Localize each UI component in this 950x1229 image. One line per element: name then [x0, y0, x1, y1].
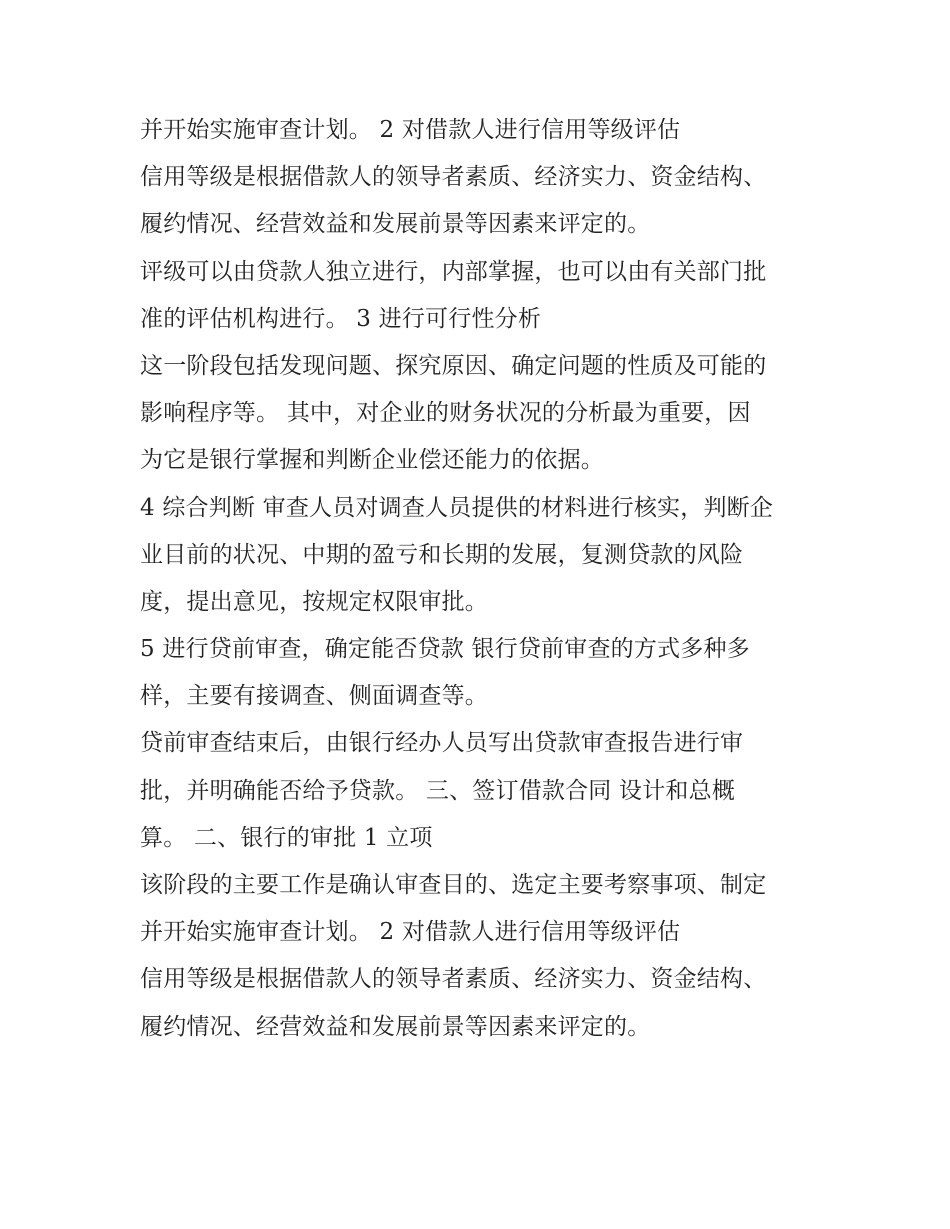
text-line: 为它是银行掌握和判断企业偿还能力的依据。 [140, 447, 604, 474]
text-line: 批，并明确能否给予贷款。 三、签订借款合同 设计和总概 [140, 777, 736, 804]
text-line: 履约情况、经营效益和发展前景等因素来评定的。 [140, 211, 651, 238]
text-line: 该阶段的主要工作是确认审查目的、选定主要考察事项、制定 [140, 872, 767, 898]
text-line: 5 进行贷前审查，确定能否贷款 银行贷前审查的方式多种多 [140, 636, 750, 663]
text-line: 准的评估机构进行。 3 进行可行性分析 [140, 305, 542, 332]
text-line: 4 综合判断 审查人员对调查人员提供的材料进行核实，判断企 [140, 494, 774, 521]
text-line: 信用等级是根据借款人的领导者素质、经济实力、资金结构、 [140, 966, 767, 993]
document-body [140, 107, 820, 1051]
text-line: 贷前审查结束后，由银行经办人员写出贷款审查报告进行审 [140, 730, 744, 757]
text-line: 算。 二、银行的审批 1 立项 [140, 824, 433, 851]
text-line: 并开始实施审查计划。 2 对借款人进行信用等级评估 [140, 919, 681, 946]
text-line: 影响程序等。 其中，对企业的财务状况的分析最为重要，因 [140, 400, 751, 427]
text-line: 并开始实施审查计划。 2 对借款人进行信用等级评估 [140, 117, 681, 143]
text-line: 信用等级是根据借款人的领导者素质、经济实力、资金结构、 [140, 164, 767, 191]
text-line: 评级可以由贷款人独立进行，内部掌握，也可以由有关部门批 [140, 258, 767, 285]
text-line: 业目前的状况、中期的盈亏和长期的发展，复测贷款的风险 [140, 541, 744, 568]
text-line: 履约情况、经营效益和发展前景等因素来评定的。 [140, 1013, 651, 1040]
text-line: 这一阶段包括发现问题、探究原因、确定问题的性质及可能的 [140, 352, 767, 379]
text-line: 度，提出意见，按规定权限审批。 [140, 588, 488, 615]
text-line: 样，主要有接调查、侧面调查等。 [140, 683, 488, 710]
